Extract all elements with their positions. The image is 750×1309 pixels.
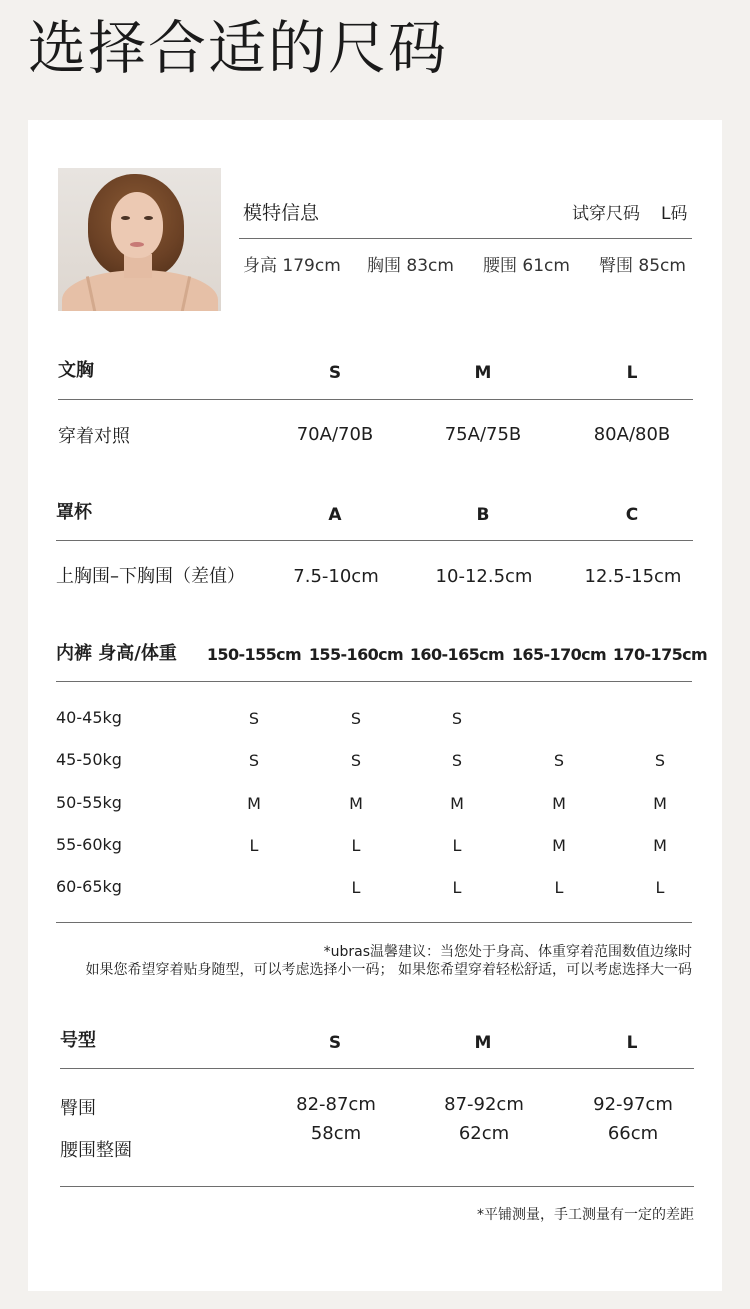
brief-cell: S xyxy=(654,751,666,770)
cup-c: C xyxy=(625,505,639,525)
bra-value-s: 70A/70B xyxy=(296,424,374,445)
type-size-s: S xyxy=(328,1033,342,1053)
brief-cell: S xyxy=(248,751,260,770)
brief-note-line-2: 如果您希望穿着贴身随型，可以考虑选择小一码； 如果您希望穿着轻松舒适，可以考虑选择大一码 xyxy=(85,962,692,978)
height-col-5: 170-175cm xyxy=(612,645,708,664)
model-height: 身高 179cm xyxy=(243,256,341,276)
brief-cell: S xyxy=(350,709,362,728)
weight-row-3: 50-55kg xyxy=(56,793,122,812)
weight-row-5: 60-65kg xyxy=(56,877,122,896)
cup-value-a: 7.5-10cm xyxy=(293,566,379,587)
hip-value-s: 82-87cm xyxy=(296,1094,376,1115)
brief-cell: S xyxy=(350,751,362,770)
bra-header: 文胸 xyxy=(58,360,94,381)
brief-cell: M xyxy=(552,836,566,855)
cup-value-c: 12.5-15cm xyxy=(584,566,682,587)
waist-value-s: 58cm xyxy=(310,1123,362,1144)
brief-cell: M xyxy=(552,794,566,813)
hip-value-l: 92-97cm xyxy=(593,1094,673,1115)
brief-cell: L xyxy=(452,836,462,855)
height-col-1: 150-155cm xyxy=(206,645,302,664)
brief-note-line-1: *ubras温馨建议：当您处于身高、体重穿着范围数值边缘时 xyxy=(323,944,692,960)
brief-cell: L xyxy=(452,878,462,897)
model-bust: 胸围 83cm xyxy=(367,256,454,276)
type-size-m: M xyxy=(474,1033,492,1053)
height-col-2: 155-160cm xyxy=(308,645,404,664)
waist-value-m: 62cm xyxy=(458,1123,510,1144)
brief-cell: S xyxy=(451,709,463,728)
brief-cell: M xyxy=(247,794,261,813)
cup-value-b: 10-12.5cm xyxy=(435,566,533,587)
brief-cell: S xyxy=(248,709,260,728)
waist-value-l: 66cm xyxy=(607,1123,659,1144)
type-size-l: L xyxy=(626,1033,638,1053)
cup-header: 罩杯 xyxy=(56,502,92,523)
brief-cell: L xyxy=(351,836,361,855)
brief-cell: M xyxy=(349,794,363,813)
model-waist: 腰围 61cm xyxy=(483,256,570,276)
page-title: 选择合适的尺码 xyxy=(28,14,449,82)
bra-size-m: M xyxy=(474,363,492,383)
brief-cell: S xyxy=(553,751,565,770)
waist-row-label: 腰围整圈 xyxy=(60,1140,132,1161)
hip-value-m: 87-92cm xyxy=(444,1094,524,1115)
brief-cell: L xyxy=(655,878,665,897)
brief-cell: L xyxy=(351,878,361,897)
weight-row-2: 45-50kg xyxy=(56,750,122,769)
brief-cell: M xyxy=(450,794,464,813)
model-hip: 臀围 85cm xyxy=(599,256,686,276)
height-col-3: 160-165cm xyxy=(409,645,505,664)
brief-cell: S xyxy=(451,751,463,770)
weight-row-1: 40-45kg xyxy=(56,708,122,727)
brief-cell: L xyxy=(249,836,259,855)
weight-row-4: 55-60kg xyxy=(56,835,122,854)
cup-a: A xyxy=(328,505,342,525)
bra-size-l: L xyxy=(626,363,638,383)
bra-value-l: 80A/80B xyxy=(593,424,671,445)
model-photo xyxy=(58,168,221,311)
cup-row-label: 上胸围–下胸围（差值） xyxy=(56,566,245,587)
bra-value-m: 75A/75B xyxy=(444,424,522,445)
brief-header: 内裤 身高/体重 xyxy=(56,643,177,664)
bra-size-s: S xyxy=(328,363,342,383)
bra-row-label: 穿着对照 xyxy=(58,426,130,447)
brief-cell: L xyxy=(554,878,564,897)
brief-cell: M xyxy=(653,794,667,813)
hip-row-label: 臀围 xyxy=(60,1098,96,1119)
measurement-note: *平铺测量，手工测量有一定的差距 xyxy=(477,1207,694,1223)
trial-size-value: L码 xyxy=(661,204,688,224)
model-info-title: 模特信息 xyxy=(243,202,320,224)
height-col-4: 165-170cm xyxy=(511,645,607,664)
type-header: 号型 xyxy=(60,1030,96,1051)
trial-size-label: 试穿尺码 xyxy=(572,204,640,224)
size-guide-card xyxy=(28,120,722,1291)
cup-b: B xyxy=(476,505,490,525)
brief-cell: M xyxy=(653,836,667,855)
